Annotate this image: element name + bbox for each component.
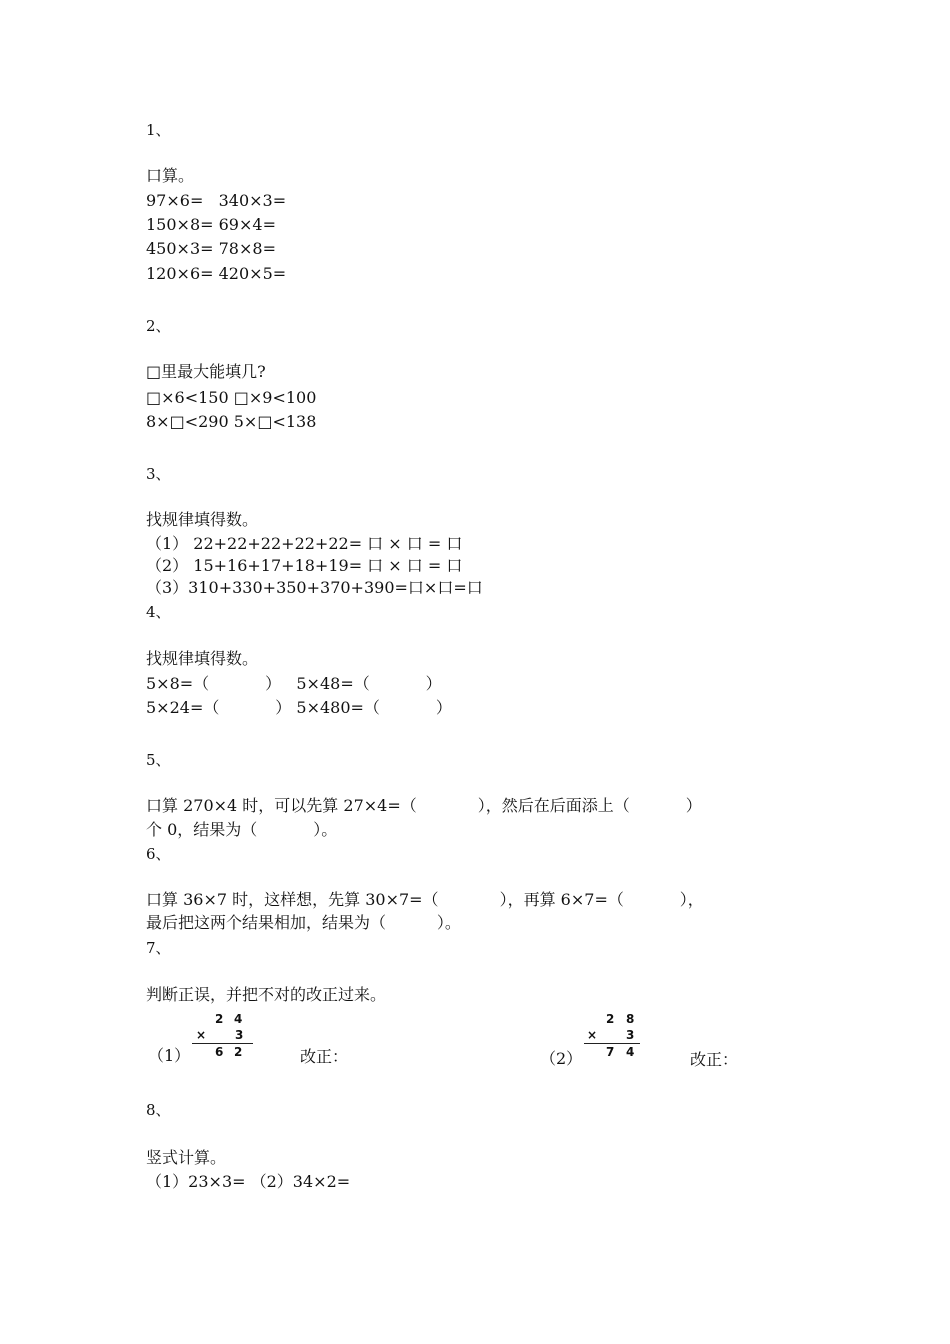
- q7-item1-bar: [192, 1043, 253, 1044]
- q7-item2-result-digit-2: 4: [626, 1045, 635, 1059]
- q6-line-2: 最后把这两个结果相加，结果为（ ）。: [146, 913, 461, 932]
- q7-item2-fix: 改正：: [690, 1050, 739, 1069]
- q1-line-2: 150×8= 69×4=: [146, 215, 276, 234]
- q7-item1-label: （1）: [148, 1046, 191, 1065]
- q5-line-1: 口算 270×4 时，可以先算 27×4=（ ），然后在后面添上（ ）: [146, 796, 702, 815]
- q7-prompt: 判断正误，并把不对的改正过来。: [146, 985, 387, 1004]
- q7-item2-top-digit-1: 2: [606, 1012, 615, 1026]
- q5-number: 5、: [146, 751, 171, 769]
- q7-item1-times-sign: ×: [196, 1028, 207, 1042]
- q7-item1-result-digit-2: 2: [234, 1045, 243, 1059]
- q7-item2-label: （2）: [540, 1049, 583, 1068]
- q7-item2-result-digit-1: 7: [606, 1045, 615, 1059]
- q7-item2-times-sign: ×: [587, 1028, 598, 1042]
- q7-item1-result-digit-1: 6: [215, 1045, 224, 1059]
- q7-item2-bar: [584, 1043, 640, 1044]
- q7-item2-multiplier: 3: [626, 1028, 635, 1042]
- q4-line-2: 5×24=（ ） 5×480=（ ）: [146, 698, 452, 717]
- q7-item1-multiplier: 3: [235, 1028, 244, 1042]
- q7-item1-top-digit-2: 4: [234, 1012, 243, 1026]
- q2-prompt: □里最大能填几?: [146, 362, 266, 381]
- q6-number: 6、: [146, 845, 171, 863]
- q2-number: 2、: [146, 317, 171, 335]
- q3-line-2: （2） 15+16+17+18+19= 口 × 口 = 口: [146, 556, 463, 575]
- q3-number: 3、: [146, 465, 171, 483]
- q2-line-1: □×6<150 □×9<100: [146, 388, 317, 407]
- q7-item1-vertical-calc: [192, 1012, 256, 1062]
- q2-line-2: 8×□<290 5×□<138: [146, 412, 317, 431]
- q1-number: 1、: [146, 121, 171, 139]
- q3-prompt: 找规律填得数。: [146, 510, 259, 529]
- q7-item2-top-digit-2: 8: [626, 1012, 635, 1026]
- q1-line-1: 97×6= 340×3=: [146, 191, 287, 210]
- q3-line-1: （1） 22+22+22+22+22= 口 × 口 = 口: [146, 534, 463, 553]
- q1-line-4: 120×6= 420×5=: [146, 264, 287, 283]
- q8-number: 8、: [146, 1101, 171, 1119]
- q4-line-1: 5×8=（ ） 5×48=（ ）: [146, 674, 442, 693]
- q7-number: 7、: [146, 939, 171, 957]
- q1-line-3: 450×3= 78×8=: [146, 239, 276, 258]
- q8-prompt: 竖式计算。: [146, 1148, 227, 1167]
- q6-line-1: 口算 36×7 时，这样想，先算 30×7=（ ），再算 6×7=（ ），: [146, 890, 704, 909]
- q4-prompt: 找规律填得数。: [146, 649, 259, 668]
- q7-item2-vertical-calc: [584, 1012, 644, 1062]
- q3-line-3: （3）310+330+350+370+390=口×口=口: [146, 578, 483, 597]
- q4-number: 4、: [146, 603, 171, 621]
- q8-line-1: （1）23×3= （2）34×2=: [146, 1172, 351, 1191]
- q7-item1-top-digit-1: 2: [215, 1012, 224, 1026]
- q5-line-2: 个 0，结果为（ ）。: [146, 820, 338, 839]
- q1-prompt: 口算。: [146, 166, 195, 185]
- q7-item1-fix: 改正：: [300, 1047, 349, 1066]
